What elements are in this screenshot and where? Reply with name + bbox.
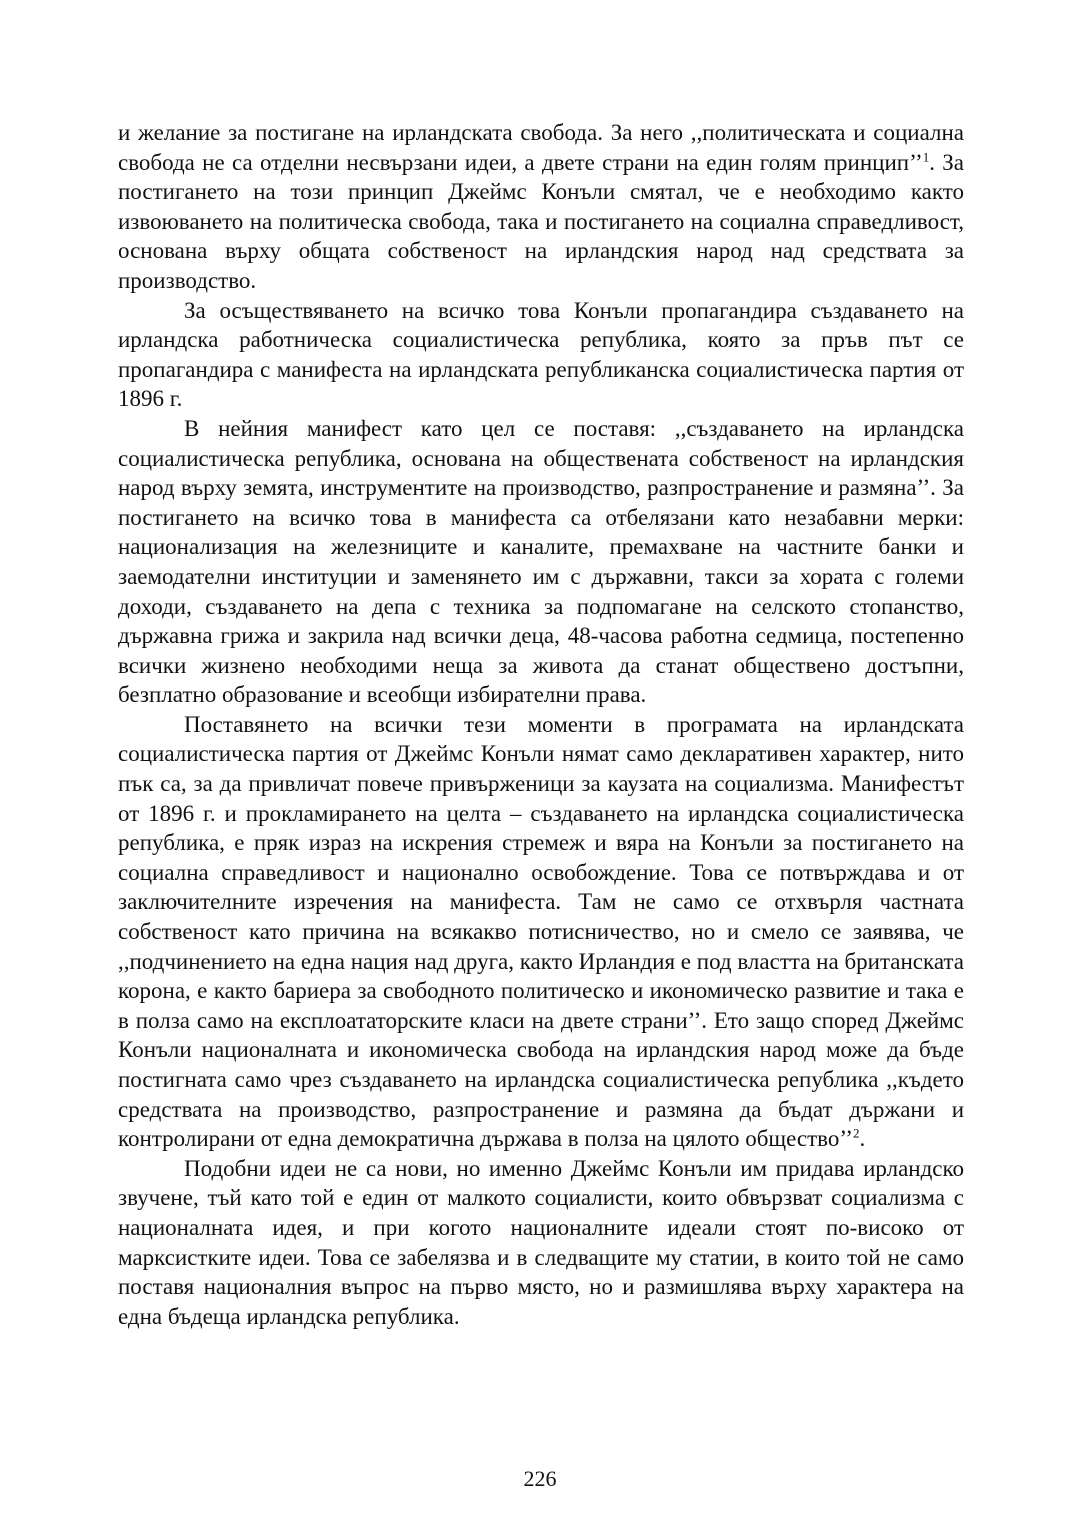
page-number: 226 xyxy=(523,1466,557,1491)
paragraph-4 xyxy=(118,710,964,1154)
page-body xyxy=(118,118,964,1331)
paragraph-5-text: Подобни идеи не са нови, но именно Джеймс Конъли им придава ирландско звучене, тъй като той е един от малкото социалисти, които обвързват социализма с националната идея, и при когото националните идеали стоят по-високо от марксистките идеи. Това се забелязва и в следващите му статии, в които той не само поставя националния въпрос на първо място, но и размишлява върху характера на една бъдеща ирландска република. xyxy=(118,1155,964,1329)
footnote-ref-1[interactable]: 1 xyxy=(922,148,930,164)
paragraph-4-text-a: Поставянето на всички тези моменти в програмата на ирландската социалистическа партия от Джеймс Конъли нямат само декларативен характер, нито пък са, за да привличат повече привърженици за каузата на социализма. Манифестът от 1896 г. и прокламирането на целта – създаването на ирландска социалистическа република, е пряк израз на искрения стремеж и вяра на Конъли за постигането на социална справедливост и национално освобождение. Това се потвърждава и от заключителните изречения на манифеста. Там не само се отхвърля частната собственост като причина на всякакво потисничество, но и смело се заявява, че ,,подчинението на една нация над друга, както Ирландия е под властта на британската корона, е както бариера за свободното политическо и икономическо развитие и така е в полза само на експлоататорските класи на двете страни’’. Ето защо според Джеймс Конъли националната и икономическа свобода на ирландския народ може да бъде постигната само чрез създаването на ирландска социалистическа република ,,където средствата на производство, разпространение и размяна да бъдат държани и контролирани от една демократична държава в полза на цялото общество’’ xyxy=(118,711,964,1152)
paragraph-1-text-b: . За постигането на този принцип Джеймс Конъли смятал, че е необходимо както извоюването на политическа свобода, така и постигането на социална справедливост, основана върху общата собственост на ирландския народ над средствата за производство. xyxy=(118,149,964,293)
paragraph-2 xyxy=(118,296,964,414)
paragraph-1-text-a: и желание за постигане на ирландската свобода. За него ,,политическата и социална свобода не са отделни несвързани идеи, а двете страни на един голям принцип’’ xyxy=(118,120,964,175)
paragraph-4-text-b: . xyxy=(859,1126,866,1152)
paragraph-3 xyxy=(118,414,964,710)
paragraph-2-text: За осъществяването на всичко това Конъли пропагандира създаването на ирландска работническа социалистическа република, която за пръв път се пропагандира с манифеста на ирландската републиканска социалистическа партия от 1896 г. xyxy=(118,297,964,412)
paragraph-3-text: В нейния манифест като цел се поставя: ,,създаването на ирландска социалистическа република, основана на обществената собственост на ирландския народ върху земята, инструментите на производство, разпространение и размяна’’. За постигането на всичко това в манифеста са отбелязани като незабавни мерки: национализация на железниците и каналите, премахване на частните банки и заемодателни институции и заменянето им с държавни, такси за хората с големи доходи, създаването на депа с техника за подпомагане на селското стопанство, държавна грижа и закрила над всички деца, 48-часова работна седмица, постепенно всички жизнено необходими неща за живота да станат обществено достъпни, безплатно образование и всеобщи избирателни права. xyxy=(118,415,964,708)
footnote-ref-2[interactable]: 2 xyxy=(852,1125,860,1141)
paragraph-1 xyxy=(118,118,964,296)
paragraph-5 xyxy=(118,1154,964,1332)
